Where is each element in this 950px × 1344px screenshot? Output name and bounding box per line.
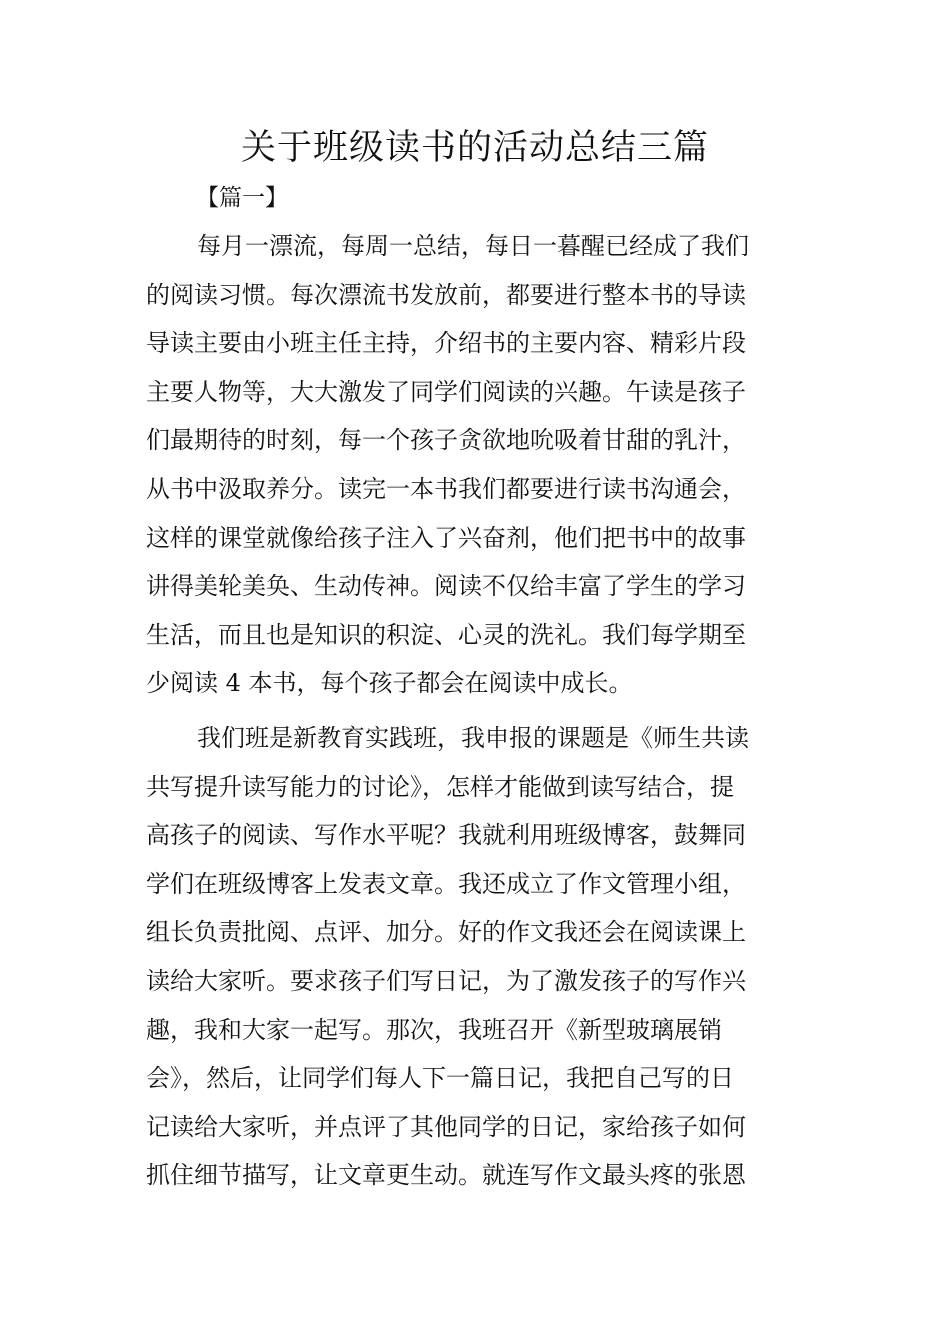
- text-line: 们最期待的时刻，每一个孩子贪欲地吮吸着甘甜的乳汁，: [146, 426, 746, 455]
- document-title: 关于班级读书的活动总结三篇: [240, 128, 709, 168]
- text-line: 每月一漂流，每周一总结，每日一暮醒已经成了我们: [197, 232, 749, 260]
- text-line: 讲得美轮美奂、生动传神。阅读不仅给丰富了学生的学习: [146, 572, 746, 601]
- text-line: 从书中汲取养分。读完一本书我们都要进行读书沟通会，: [146, 474, 746, 503]
- text-line: 组长负责批阅、点评、加分。好的作文我还会在阅读课上: [146, 918, 746, 947]
- document-body: [146, 222, 806, 1200]
- text-line: 学们在班级博客上发表文章。我还成立了作文管理小组，: [146, 869, 746, 898]
- text-line: 生活，而且也是知识的积淀、心灵的洗礼。我们每学期至: [146, 620, 746, 649]
- text-line: 抓住细节描写，让文章更生动。就连写作文最头疼的张恩: [146, 1161, 746, 1190]
- paragraph-1: [146, 222, 806, 708]
- text-line: 会》，然后，让同学们每人下一篇日记，我把自己写的日: [146, 1064, 734, 1093]
- text-line: 记读给大家听，并点评了其他同学的日记，家给孩子如何: [146, 1112, 746, 1141]
- text-line: 主要人物等，大大激发了同学们阅读的兴趣。午读是孩子: [146, 377, 746, 406]
- paragraph-2: [146, 714, 806, 1200]
- text-line: 读给大家听。要求孩子们写日记，为了激发孩子的写作兴: [146, 966, 746, 995]
- text-line: 趣，我和大家一起写。那次，我班召开《新型玻璃展销: [146, 1015, 722, 1044]
- text-line: 导读主要由小班主任主持，介绍书的主要内容、精彩片段: [146, 329, 746, 358]
- text-line: 高孩子的阅读、写作水平呢？我就利用班级博客，鼓舞同: [146, 821, 746, 850]
- text-line: 的阅读习惯。每次漂流书发放前，都要进行整本书的导读: [146, 280, 746, 309]
- text-line: 共写提升读写能力的讨论》，怎样才能做到读写结合，提: [146, 772, 734, 801]
- text-line: 这样的课堂就像给孩子注入了兴奋剂，他们把书中的故事: [146, 523, 746, 552]
- text-line: 我们班是新教育实践班，我申报的课题是《师生共读: [197, 723, 749, 752]
- text-line: 少阅读 4 本书，每个孩子都会在阅读中成长。: [146, 669, 633, 698]
- section-label: 【篇一】: [196, 185, 288, 211]
